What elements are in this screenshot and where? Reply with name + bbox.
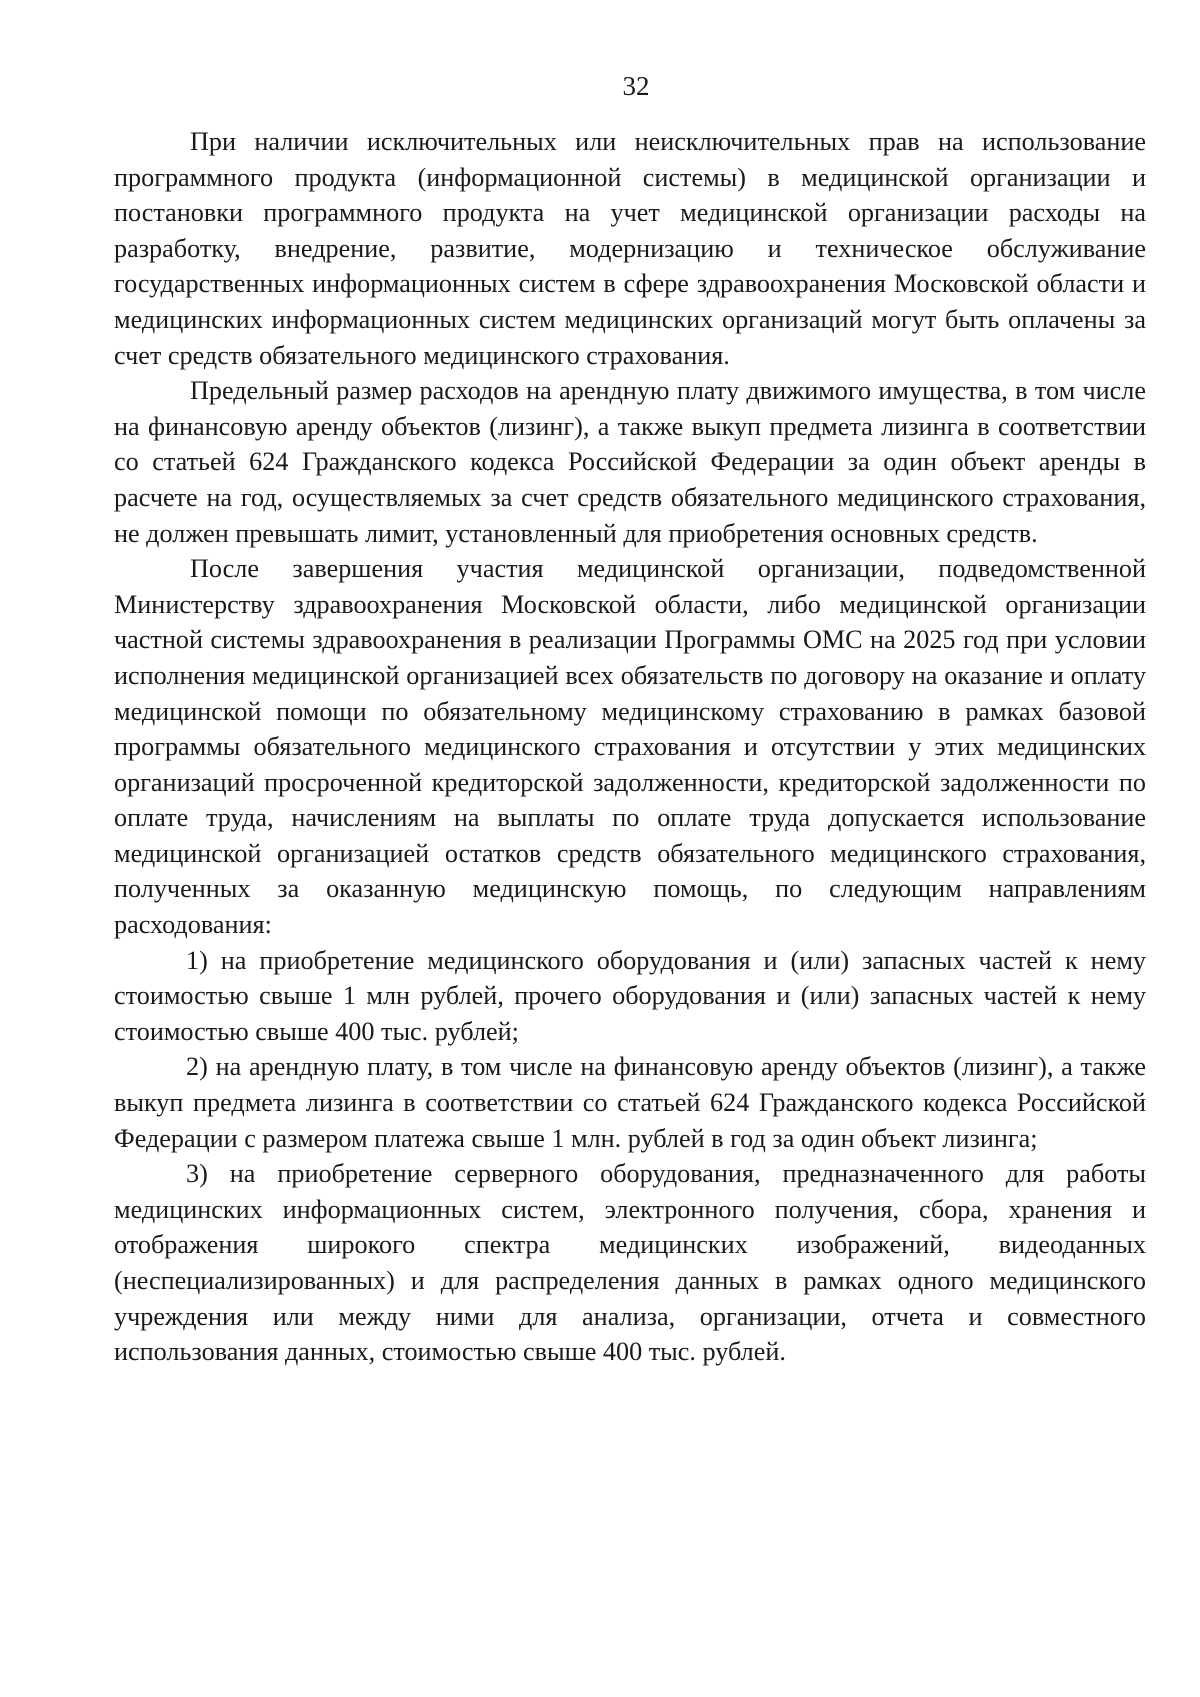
document-body [114, 124, 1146, 1370]
list-item-equipment: 1) на приобретение медицинского оборудования и (или) запасных частей к нему стоимостью свыше 1 млн рублей, прочего оборудования и (или) запасных частей к нему стоимостью свыше 400 тыс. рублей; [114, 945, 1146, 1046]
paragraph-remaining-funds: После завершения участия медицинской организации, подведомственной Министерству здравоохранения Московской области, либо медицинской организации частной системы здравоохранения в реализации Программы ОМС на 2025 год при условии исполнения медицинской организацией всех обязательств по договору на оказание и оплату медицинской помощи по обязательному медицинскому страхованию в рамках базовой программы обязательного медицинского страхования и отсутствии у этих медицинских организаций просроченной кредиторской задолженности, кредиторской задолженности по оплате труда, начислениям на выплаты по оплате труда допускается использование медицинской организацией остатков средств обязательного медицинского страхования, полученных за оказанную медицинскую помощь, по следующим направлениям расходования: [114, 554, 1146, 940]
paragraph-software-rights: При наличии исключительных или неисключительных прав на использование программного продукта (информационной системы) в медицинской организации и постановки программного продукта на учет медицинской организации расходы на разработку, внедрение, развитие, модернизацию и техническое обслуживание государственных информационных систем в сфере здравоохранения Московской области и медицинских информационных систем медицинских организаций могут быть оплачены за счет средств обязательного медицинского страхования. [114, 127, 1146, 370]
list-item-leasing: 2) на арендную плату, в том числе на финансовую аренду объектов (лизинг), а также выкуп предмета лизинга в соответствии со статьей 624 Гражданского кодекса Российской Федерации с размером платежа свыше 1 млн. рублей в год за один объект лизинга; [114, 1052, 1146, 1153]
paragraph-leasing-limit: Предельный размер расходов на арендную плату движимого имущества, в том числе на финансовую аренду объектов (лизинг), а также выкуп предмета лизинга в соответствии со статьей 624 Гражданского кодекса Российской Федерации за один объект аренды в расчете на год, осуществляемых за счет средств обязательного медицинского страхования, не должен превышать лимит, установленный для приобретения основных средств. [114, 376, 1146, 548]
page-number: 32 [622, 71, 650, 101]
list-item-server-equipment: 3) на приобретение серверного оборудования, предназначенного для работы медицинских информационных систем, электронного получения, сбора, хранения и отображения широкого спектра медицинских изображений, видеоданных (неспециализированных) и для распределения данных в рамках одного медицинского учреждения или между ними для анализа, организации, отчета и совместного использования данных, стоимостью свыше 400 тыс. рублей. [114, 1159, 1146, 1367]
